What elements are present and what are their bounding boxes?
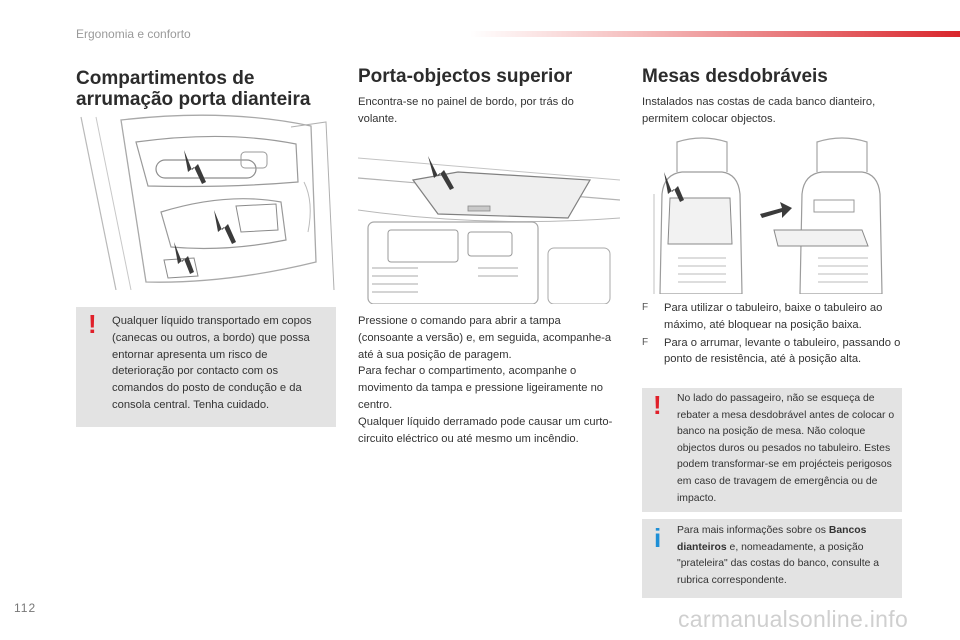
col2-title: Porta-objectos superior bbox=[358, 66, 573, 87]
dashboard-storage-illustration bbox=[358, 148, 620, 304]
col3-info-text bbox=[677, 523, 896, 589]
door-storage-illustration bbox=[76, 112, 336, 290]
section-header: Ergonomia e conforto bbox=[76, 27, 191, 41]
col3-info-box bbox=[642, 519, 902, 598]
col2-body-para-3: Qualquer líquido derramado pode causar um curto-circuito eléctrico ou até mesmo um incêndio. bbox=[358, 415, 613, 445]
col1-title-line1: Compartimentos de bbox=[76, 68, 255, 89]
col3-title: Mesas desdobráveis bbox=[642, 66, 828, 87]
col3-bullet-list bbox=[642, 300, 906, 369]
col2-body bbox=[358, 313, 616, 447]
col3-warning-box bbox=[642, 388, 902, 512]
header-accent-bar bbox=[470, 31, 960, 37]
info-icon: i bbox=[654, 523, 662, 553]
col2-intro: Encontra-se no painel de bordo, por trás do volante. bbox=[358, 96, 574, 125]
info-text-suffix: e, nomeadamente, a posição "prateleira" das costas do banco, consulte a rubrica correspondente. bbox=[677, 541, 880, 586]
folding-table-illustration bbox=[642, 134, 904, 294]
info-text-bold: Bancos dianteiros bbox=[677, 525, 867, 553]
bullet-icon: F bbox=[642, 336, 649, 348]
col3-warning-text: No lado do passageiro, não se esqueça de rebater a mesa desdobrável antes de colocar o banco na posição de mesa. Não coloque objectos duros ou pesados no tabuleiro. Estes podem transformar-se em projécteis perigosos em caso de travagem de emergência ou de impacto. bbox=[677, 393, 895, 504]
bullet-icon: F bbox=[642, 302, 649, 313]
col1-title bbox=[76, 68, 346, 110]
bullet-text: Para o arrumar, levante o tabuleiro, passando o ponto de resistência, até à posição alta. bbox=[664, 336, 901, 366]
info-text-prefix: Para mais informações sobre os bbox=[677, 525, 829, 536]
col2-body-para-1: Pressione o comando para abrir a tampa (consoante a versão) e, em seguida, acompanhe-a até à sua posição de paragem. bbox=[358, 315, 612, 361]
watermark: carmanualsonline.info bbox=[678, 606, 909, 632]
warning-icon: ! bbox=[653, 390, 662, 420]
col3-intro: Instalados nas costas de cada banco dianteiro, permitem colocar objectos. bbox=[642, 96, 876, 125]
bullet-text: Para utilizar o tabuleiro, baixe o tabuleiro ao máximo, até bloquear na posição baixa. bbox=[664, 302, 883, 331]
page-number: 112 bbox=[14, 601, 37, 615]
warning-icon: ! bbox=[88, 309, 97, 339]
col1-title-line2: arrumação porta dianteira bbox=[76, 89, 311, 110]
list-item bbox=[642, 300, 906, 334]
col2-body-para-2: Para fechar o compartimento, acompanhe o movimento da tampa e pressione ligeiramente no centro. bbox=[358, 365, 604, 411]
col1-warning-text: Qualquer líquido transportado em copos (canecas ou outros, a bordo) que possa entornar apresenta um risco de deterioração por contacto com os comandos do posto de condução e da consola central. Tenha cuidado. bbox=[112, 315, 312, 411]
list-item bbox=[642, 335, 906, 369]
col1-warning-box bbox=[76, 307, 336, 427]
